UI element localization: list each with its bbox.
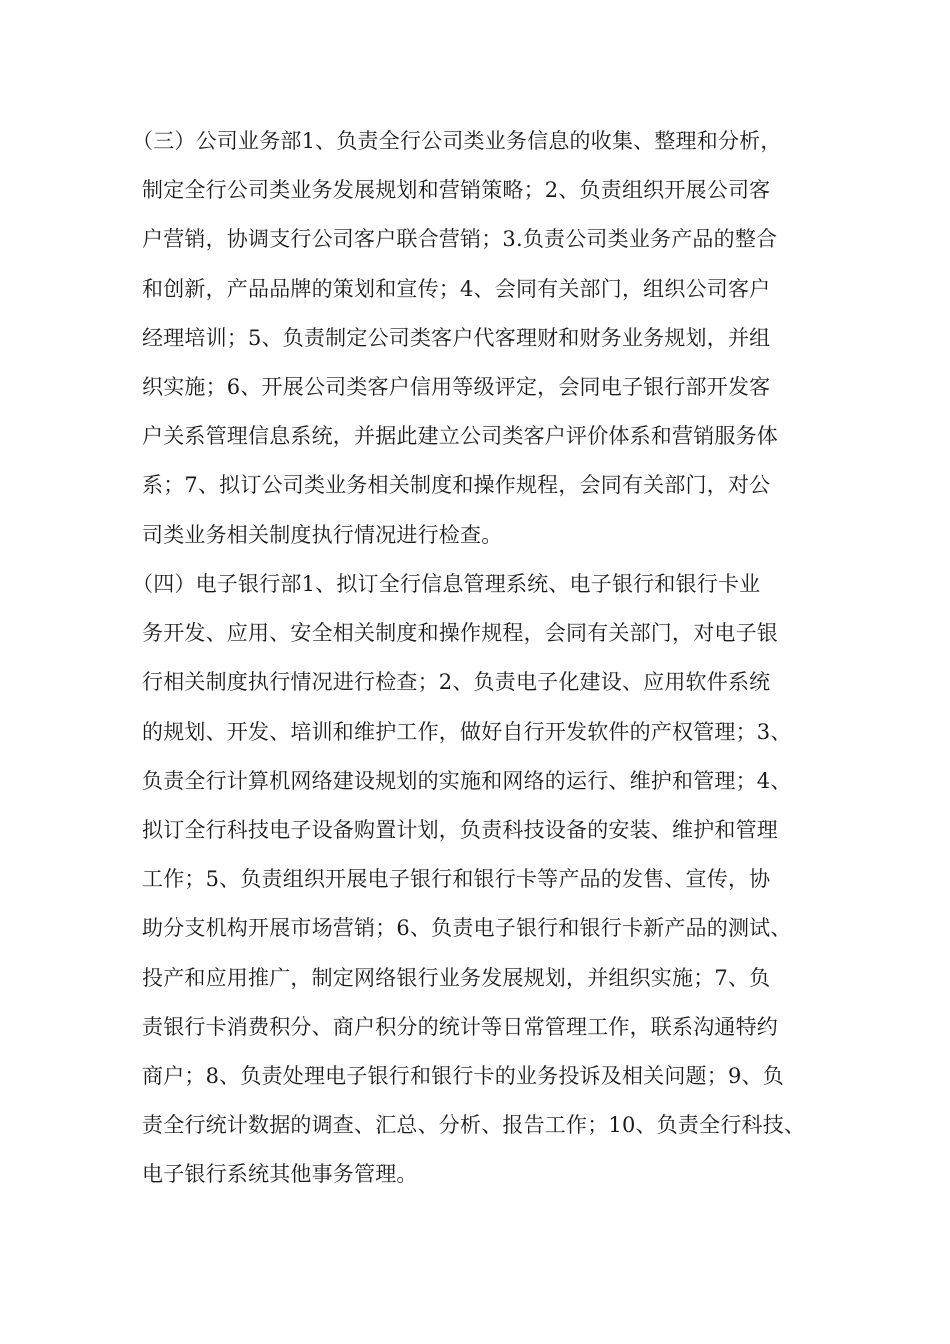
- text-line: 司类业务相关制度执行情况进行检查。: [142, 522, 503, 547]
- text-line: 的规划、开发、培训和维护工作，做好自行开发软件的产权管理；3、: [142, 719, 792, 744]
- text-line: （三）公司业务部1、负责全行公司类业务信息的收集、整理和分析，: [132, 129, 782, 153]
- text-line: 电子银行系统其他事务管理。: [142, 1162, 418, 1187]
- text-line: 责全行统计数据的调查、汇总、分析、报告工作；10、负责全行科技、: [142, 1113, 806, 1138]
- section-e-banking-dept: [132, 566, 832, 1205]
- text-line: 和创新，产品品牌的策划和宣传；4、会同有关部门，组织公司客户: [142, 276, 771, 301]
- text-line: 拟订全行科技电子设备购置计划，负责科技设备的安装、维护和管理: [142, 817, 778, 842]
- text-line: 织实施；6、开展公司类客户信用等级评定，会同电子银行部开发客: [142, 374, 771, 399]
- text-line: 户营销，协调支行公司客户联合营销；3.负责公司类业务产品的整合: [142, 227, 778, 252]
- text-line: 投产和应用推广，制定网络银行业务发展规划，并组织实施；7、负: [142, 965, 771, 990]
- text-line: 工作；5、负责组织开展电子银行和银行卡等产品的发售、宣传，协: [142, 867, 771, 892]
- text-line: 户关系管理信息系统，并据此建立公司类客户评价体系和营销服务体: [142, 424, 778, 449]
- text-line: 责银行卡消费积分、商户积分的统计等日常管理工作，联系沟通特约: [142, 1014, 778, 1039]
- text-line: 负责全行计算机网络建设规划的实施和网络的运行、维护和管理；4、: [142, 768, 792, 793]
- text-line: 助分支机构开展市场营销；6、负责电子银行和银行卡新产品的测试、: [142, 916, 792, 941]
- text-line: 经理培训；5、负责制定公司类客户代客理财和财务业务规划，并组: [142, 325, 771, 350]
- section-corporate-business-dept: [132, 123, 832, 566]
- text-line: 系；7、拟订公司类业务相关制度和操作规程，会同有关部门，对公: [142, 473, 771, 498]
- text-line: （四）电子银行部1、拟订全行信息管理系统、电子银行和银行卡业: [132, 572, 761, 596]
- text-line: 制定全行公司类业务发展规划和营销策略；2、负责组织开展公司客: [142, 178, 771, 203]
- text-line: 务开发、应用、安全相关制度和操作规程，会同有关部门，对电子银: [142, 621, 778, 646]
- text-line: 行相关制度执行情况进行检查；2、负责电子化建设、应用软件系统: [142, 670, 771, 695]
- text-line: 商户；8、负责处理电子银行和银行卡的业务投诉及相关问题；9、负: [142, 1063, 784, 1088]
